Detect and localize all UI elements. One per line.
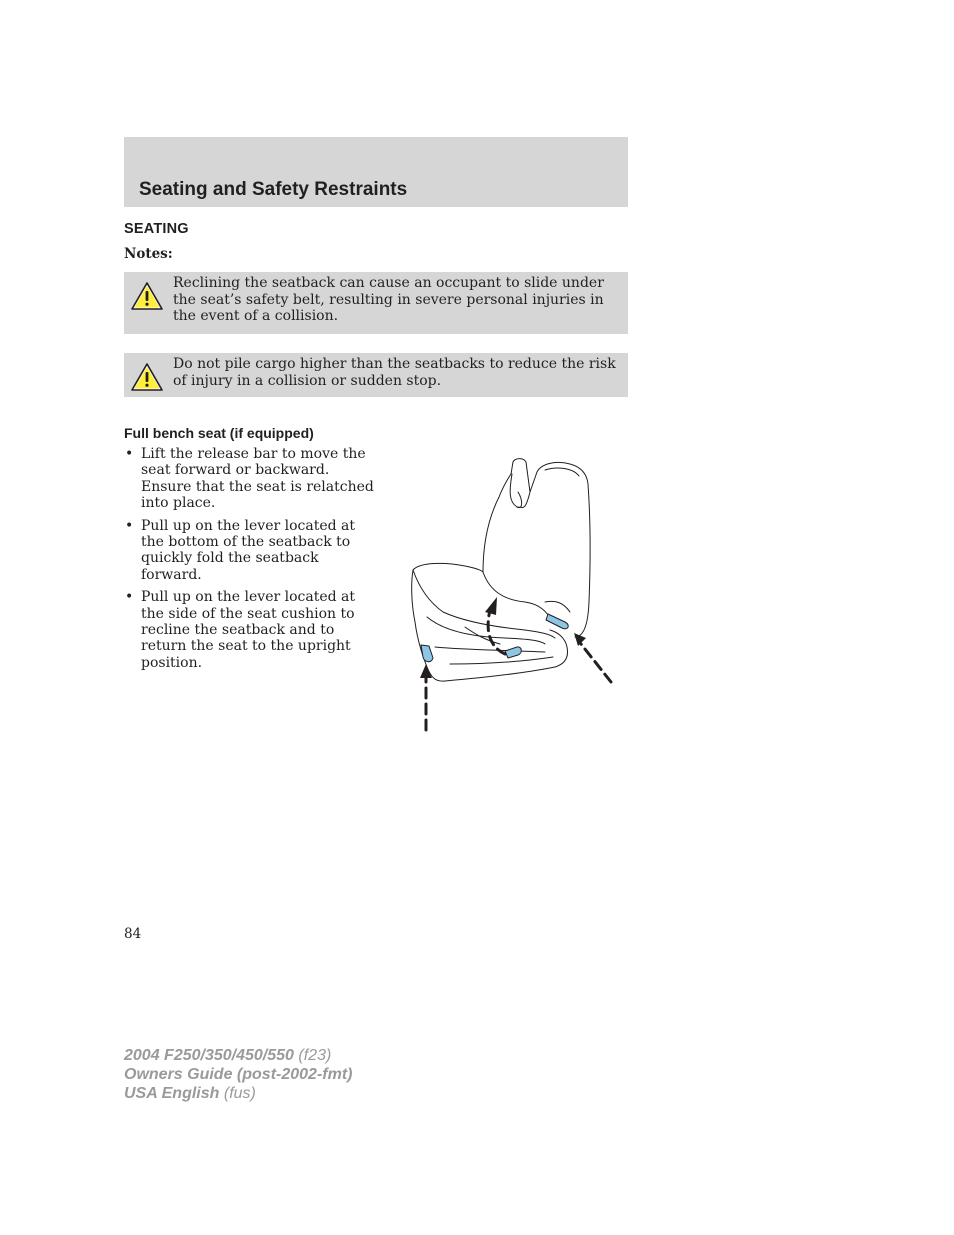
footer-language: USA English: [124, 1085, 220, 1102]
footer-line-3: [124, 1084, 352, 1103]
footer-model: 2004 F250/350/450/550: [124, 1047, 294, 1064]
bullet-dot: •: [125, 517, 134, 534]
list-item-text: Lift the release bar to move the seat forward or backward. Ensure that the seat is relatched into place.: [141, 446, 374, 512]
page-number: 84: [124, 926, 142, 942]
warning-box: [124, 353, 628, 397]
list-item-text: Pull up on the lever located at the side of the seat cushion to recline the seatback and to return the seat to the upright position.: [141, 589, 356, 671]
footer-model-code: (f23): [298, 1047, 332, 1064]
notes-label: Notes:: [124, 246, 173, 262]
list-item: [124, 589, 379, 671]
list-item-text: Pull up on the lever located at the bottom of the seatback to quickly fold the seatback forward.: [141, 517, 356, 583]
section-title: SEATING: [124, 221, 189, 237]
bullet-dot: •: [125, 446, 134, 462]
footer-line-1: [124, 1046, 352, 1065]
document-footer: [124, 1046, 352, 1103]
list-item: [124, 446, 379, 512]
warning-box: [124, 272, 628, 334]
footer-language-code: (fus): [223, 1085, 256, 1102]
section-header-band: [124, 137, 628, 207]
bench-seat-illustration: [405, 452, 620, 737]
warning-text: Reclining the seatback can cause an occupant to slide under the seat’s safety belt, resulting in severe personal injuries in the event of a collision.: [173, 275, 604, 324]
warning-triangle-icon: [130, 281, 164, 311]
warning-triangle-icon: [130, 362, 164, 392]
footer-line-2: Owners Guide (post-2002-fmt): [124, 1066, 353, 1083]
bullet-dot: •: [125, 589, 134, 606]
warning-text: Do not pile cargo higher than the seatbacks to reduce the risk of injury in a collision or sudden stop.: [173, 356, 616, 389]
header-title: Seating and Safety Restraints: [139, 179, 408, 200]
subsection-title: Full bench seat (if equipped): [124, 425, 314, 441]
instruction-list: [124, 446, 379, 677]
list-item: [124, 518, 379, 584]
